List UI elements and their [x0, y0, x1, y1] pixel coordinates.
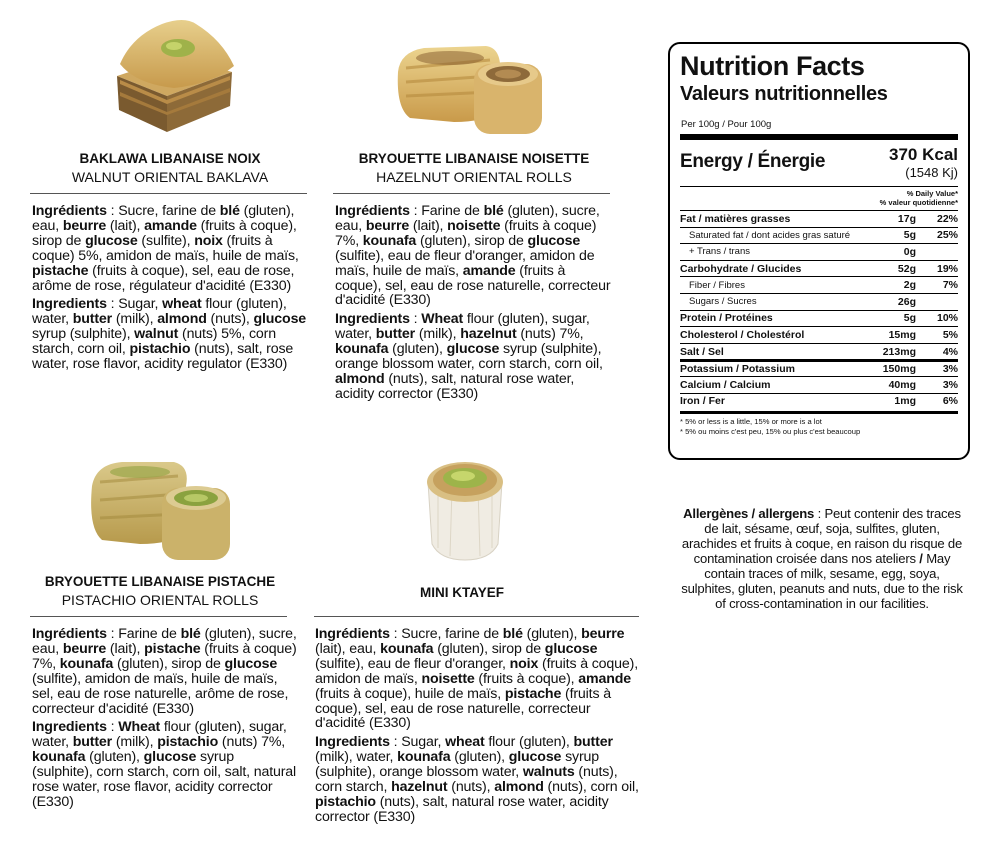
- ingredients-fr: [32, 627, 298, 716]
- allergen-highlight: pistache: [144, 640, 201, 657]
- ingredient-text: (nuts) 5%, corn starch, corn oil,: [32, 326, 276, 358]
- nutrient-daily-value: 4%: [942, 345, 958, 358]
- nutrient-row: [680, 260, 958, 277]
- ingredient-text: (nuts), corn starch,: [315, 764, 618, 796]
- ingredient-text: : Sugar,: [389, 734, 446, 751]
- nutrition-footnote: [680, 411, 958, 436]
- mini-ktayef-photo: [424, 452, 506, 564]
- nutrient-daily-value: 19%: [936, 262, 958, 275]
- allergen-highlight: Ingrédients: [32, 626, 107, 642]
- allergen-highlight: kounafa: [380, 640, 434, 657]
- ingredient-text: syrup (sulphite), orange blossom water, corn starch, corn oil,: [335, 341, 603, 373]
- nutrient-name: Protein / Protéines: [680, 312, 773, 325]
- nutrient-name: Carbohydrate / Glucides: [680, 262, 802, 275]
- product-2-name-fr: BRYOUETTE LIBANAISE NOISETTE: [358, 151, 590, 166]
- baklawa-walnut-photo: [112, 14, 242, 136]
- nutrient-name: Salt / Sel: [680, 345, 724, 358]
- ingredient-text: (lait), eau,: [315, 640, 381, 657]
- nutrient-name: Saturated fat / dont acides gras saturé: [689, 229, 851, 241]
- ingredient-text: (gluten),: [85, 749, 144, 766]
- allergen-highlight: amande: [462, 262, 516, 279]
- nutrient-daily-value: 3%: [942, 378, 958, 391]
- serving-size: Per 100g / Pour 100g: [681, 119, 772, 130]
- product-4-ingredients: [315, 627, 643, 829]
- allergen-highlight: glucose: [446, 341, 500, 358]
- allergen-statement: [676, 506, 968, 611]
- nutrient-rows: [680, 210, 958, 409]
- allergen-highlight: kounafa: [397, 749, 451, 766]
- nutrient-row: [680, 376, 958, 393]
- product-4-divider: [314, 616, 639, 617]
- allergen-highlight: pistachio: [315, 793, 376, 810]
- daily-value-fr: % valeur quotidienne*: [879, 198, 958, 207]
- ingredient-text: syrup (sulphite), orange blossom water,: [315, 749, 600, 781]
- ingredients-fr: [315, 627, 643, 731]
- product-3-name-en: PISTACHIO ORIENTAL ROLLS: [61, 592, 259, 608]
- allergen-highlight: wheat: [162, 296, 202, 313]
- allergen-highlight: beurre: [62, 217, 107, 234]
- ingredient-text: (sulfite),: [137, 232, 195, 249]
- ingredient-text: (fruits à coque), sel, eau de rose naturelle, correcteur d'acidité (E330): [335, 262, 611, 309]
- ingredient-text: (fruits à coque) 7%,: [32, 640, 297, 672]
- allergen-highlight: Ingrédients: [335, 203, 410, 219]
- nutrient-daily-value: 25%: [936, 229, 958, 242]
- nutrition-title: Nutrition Facts: [680, 51, 865, 81]
- pistachio-rolls-photo: [86, 456, 236, 564]
- allergen-highlight: glucose: [143, 749, 197, 766]
- energy-kcal: 370 Kcal: [889, 145, 958, 164]
- nutrient-row: [680, 310, 958, 327]
- ingredient-text: (fruits à coque), sirop de: [32, 217, 297, 249]
- allergen-highlight: blé: [219, 203, 240, 219]
- nutrient-amount: 1mg: [894, 395, 916, 408]
- ingredient-text: (nuts), corn oil,: [543, 779, 639, 796]
- allergen-highlight: kounafa: [32, 749, 86, 766]
- ingredients-fr: [335, 204, 611, 308]
- allergen-highlight: Wheat: [421, 311, 464, 328]
- ingredient-text: (fruits à coque), amidon de maïs,: [315, 655, 639, 687]
- allergen-highlight: kounafa: [59, 655, 114, 672]
- nutrient-row: [680, 293, 958, 310]
- allergen-highlight: noisette: [447, 217, 501, 234]
- ingredient-text: (gluten), sirop de: [433, 640, 545, 657]
- nutrient-row: [680, 210, 958, 227]
- allergen-highlight: glucose: [527, 232, 581, 249]
- nutrient-name: Cholesterol / Cholestérol: [680, 328, 805, 341]
- nutrient-amount: 213mg: [882, 345, 916, 358]
- allergen-highlight: glucose: [85, 232, 138, 249]
- ingredient-text: (gluten), eau,: [32, 203, 295, 234]
- nutrient-amount: 5g: [903, 229, 916, 242]
- ingredient-text: : Sugar,: [106, 296, 163, 313]
- product-2-divider: [333, 193, 610, 194]
- ingredient-text: (nuts) 7%,: [516, 326, 584, 343]
- allergen-highlight: pistachio: [157, 734, 219, 751]
- nutrient-amount: 2g: [903, 279, 916, 292]
- product-3-divider: [30, 616, 287, 617]
- hazelnut-rolls-photo: [394, 38, 548, 138]
- ingredient-text: (nuts), salt, natural rose water, acidity corrector (E330): [315, 793, 609, 825]
- allergen-highlight: blé: [483, 203, 504, 219]
- ingredient-text: (nuts),: [206, 311, 254, 328]
- energy-kj: (1548 Kj): [905, 165, 958, 180]
- ingredient-text: :: [409, 311, 422, 328]
- nutrient-amount: 17g: [897, 212, 916, 225]
- product-2-name: [330, 149, 618, 187]
- ingredient-text: flour (gluten), sugar, water,: [335, 311, 590, 343]
- ingredient-text: : Farine de: [409, 203, 484, 219]
- ingredient-text: (fruits à coque), sel, eau de rose naturelle, correcteur d'acidité (E330): [315, 685, 611, 732]
- nutrient-row: [680, 326, 958, 343]
- ingredient-text: (fruits à coque), sel, eau de rose, arôme de rose, régulateur d'acidité (E330): [32, 262, 295, 294]
- nutrient-amount: 52g: [897, 262, 916, 275]
- ingredient-text: (milk),: [415, 326, 461, 343]
- nutrient-name: Fat / matières grasses: [680, 212, 791, 225]
- allergen-highlight: Ingredients: [32, 296, 107, 313]
- allergen-highlight: pistache: [32, 262, 89, 279]
- allergen-highlight: wheat: [445, 734, 485, 751]
- allergen-highlight: Ingredients: [32, 719, 107, 736]
- nutrient-row: [680, 276, 958, 293]
- product-2-name-en: HAZELNUT ORIENTAL ROLLS: [376, 169, 572, 185]
- allergen-text-fr: : Peut contenir des traces de lait, sésame, œuf, soja, sulfites, gluten, arachides et fruits à coque, en raison du risque de contamination croisée dans nos ateliers: [681, 506, 963, 566]
- allergen-highlight: noisette: [421, 670, 475, 687]
- nutrient-daily-value: 10%: [936, 312, 958, 325]
- product-1-name-fr: BAKLAWA LIBANAISE NOIX: [79, 151, 261, 166]
- allergen-highlight: butter: [72, 734, 113, 751]
- ingredient-text: (gluten),: [522, 626, 582, 642]
- nutrition-facts-panel: [668, 42, 970, 460]
- ingredients-en: [32, 720, 298, 809]
- ingredient-text: (nuts),: [447, 779, 495, 796]
- ingredients-en: [32, 297, 308, 372]
- allergen-highlight: amande: [578, 670, 631, 687]
- nutrient-amount: 40mg: [888, 378, 916, 391]
- allergen-highlight: Ingredients: [315, 734, 390, 751]
- ingredient-text: (fruits à coque),: [474, 670, 579, 687]
- nutrition-subtitle: Valeurs nutritionnelles: [680, 83, 888, 105]
- ingredient-text: (fruits à coque) 7%,: [335, 217, 597, 249]
- allergen-label: Allergènes / allergens: [683, 506, 815, 521]
- ingredients-en: [315, 735, 643, 824]
- footnote-en: * 5% or less is a little, 15% or more is a lot: [680, 417, 822, 427]
- ingredient-text: (gluten),: [388, 341, 447, 358]
- nutrient-name: Sugars / Sucres: [689, 296, 757, 308]
- ingredient-text: (fruits à coque), huile de maïs,: [315, 685, 505, 702]
- ingredient-text: (gluten), sucre, eau,: [335, 203, 600, 234]
- product-1-name-en: WALNUT ORIENTAL BAKLAVA: [71, 169, 269, 185]
- energy-label: Energy / Énergie: [680, 151, 826, 172]
- product-4-name: [322, 583, 602, 602]
- allergen-text-en: May contain traces of milk, sesame, egg, soya, sulphites, gluten, peanuts and nuts, due to the risk of cross-contamination in our facilities.: [681, 551, 963, 611]
- nutrient-row: [680, 243, 958, 260]
- nutrient-name: Calcium / Calcium: [680, 378, 771, 391]
- energy-value: [889, 145, 958, 180]
- allergen-highlight: Ingrédients: [32, 203, 107, 219]
- allergen-highlight: Ingrédients: [315, 626, 390, 642]
- daily-value-en: % Daily Value*: [906, 189, 958, 198]
- allergen-highlight: almond: [335, 370, 385, 387]
- nutrient-daily-value: 6%: [942, 395, 958, 408]
- daily-value-header: [680, 186, 958, 210]
- allergen-highlight: Ingredients: [335, 311, 410, 328]
- allergen-highlight: blé: [180, 626, 201, 642]
- allergen-separator: /: [915, 551, 927, 566]
- nutrient-amount: 5g: [903, 312, 916, 325]
- ingredient-text: syrup (sulphite),: [32, 326, 135, 343]
- nutrient-daily-value: 5%: [942, 328, 958, 341]
- allergen-highlight: glucose: [224, 655, 278, 672]
- product-3-name-fr: BRYOUETTE LIBANAISE PISTACHE: [44, 574, 276, 589]
- allergen-highlight: butter: [573, 734, 613, 751]
- product-2-ingredients: [335, 204, 611, 406]
- allergen-highlight: beurre: [365, 217, 410, 234]
- ingredient-text: (nuts) 7%,: [218, 734, 286, 751]
- ingredient-text: syrup (sulphite), corn starch, corn oil, salt, natural rose water, rose flavor, acidity corrector (E330): [32, 749, 297, 810]
- allergen-highlight: beurre: [62, 640, 107, 657]
- ingredient-text: (nuts), salt, rose water, rose flavor, acidity regulator (E330): [32, 341, 294, 373]
- nutrient-amount: 26g: [897, 295, 916, 308]
- energy-row: [680, 140, 958, 186]
- product-3-ingredients: [32, 627, 298, 814]
- allergen-highlight: glucose: [253, 311, 307, 328]
- nutrient-row: [680, 227, 958, 244]
- allergen-highlight: butter: [72, 311, 113, 328]
- ingredients-fr: [32, 204, 308, 293]
- ingredient-text: (gluten), sirop de: [113, 655, 225, 672]
- nutrient-name: Iron / Fer: [680, 395, 725, 408]
- ingredient-text: (lait),: [106, 640, 145, 657]
- ingredient-text: (sulfite), eau de fleur d'oranger,: [315, 655, 510, 672]
- allergen-highlight: walnut: [134, 326, 179, 343]
- ingredient-text: (milk), water,: [315, 749, 398, 766]
- product-1-divider: [30, 193, 307, 194]
- ingredient-text: (fruits à coque) 5%, amidon de maïs, huile de maïs,: [32, 232, 299, 264]
- ingredient-text: (milk),: [112, 311, 158, 328]
- footnote-fr: * 5% ou moins c'est peu, 15% ou plus c'est beaucoup: [680, 426, 861, 436]
- ingredient-text: : Farine de: [106, 626, 181, 642]
- ingredient-text: flour (gluten), sugar, water,: [32, 719, 287, 751]
- ingredient-text: :: [106, 719, 119, 736]
- ingredient-text: (lait),: [409, 217, 448, 234]
- nutrient-daily-value: 22%: [936, 212, 958, 225]
- allergen-highlight: pistachio: [129, 341, 191, 358]
- ingredient-text: flour (gluten),: [484, 734, 574, 751]
- product-1-name: [30, 149, 310, 187]
- nutrient-amount: 150mg: [882, 363, 916, 376]
- allergen-highlight: almond: [494, 779, 544, 796]
- nutrient-row: [680, 359, 958, 376]
- ingredient-text: flour (gluten), water,: [32, 296, 287, 328]
- nutrient-amount: 15mg: [888, 328, 916, 341]
- allergen-highlight: butter: [375, 326, 416, 343]
- allergen-highlight: pistache: [504, 685, 562, 702]
- allergen-highlight: amande: [144, 217, 197, 234]
- ingredient-text: (gluten), sirop de: [416, 232, 528, 249]
- allergen-highlight: walnuts: [522, 764, 575, 781]
- product-4-name-fr: MINI KTAYEF: [419, 585, 504, 600]
- allergen-highlight: kounafa: [362, 232, 417, 249]
- ingredient-text: (sulfite), amidon de maïs, huile de maïs, sel, eau de rose naturelle, arôme de rose, correcteur d'acidité (E330): [32, 670, 289, 717]
- nutrient-name: Fiber / Fibres: [689, 279, 745, 291]
- nutrient-name: Potassium / Potassium: [680, 363, 795, 376]
- product-1-ingredients: [32, 204, 308, 376]
- nutrient-daily-value: 3%: [942, 363, 958, 376]
- nutrient-name: + Trans / trans: [689, 246, 750, 258]
- ingredient-text: (milk),: [112, 734, 158, 751]
- allergen-highlight: beurre: [581, 626, 625, 642]
- allergen-highlight: Wheat: [118, 719, 161, 736]
- ingredient-text: (gluten),: [450, 749, 509, 766]
- allergen-highlight: noix: [194, 232, 223, 249]
- nutrient-daily-value: 7%: [942, 279, 958, 292]
- ingredient-text: (nuts), salt, natural rose water, acidity corrector (E330): [335, 370, 575, 402]
- nutrient-amount: 0g: [903, 245, 916, 258]
- allergen-highlight: noix: [509, 655, 539, 672]
- allergen-highlight: glucose: [508, 749, 562, 766]
- ingredient-text: (gluten), sucre, eau,: [32, 626, 297, 657]
- allergen-highlight: glucose: [544, 640, 598, 657]
- allergen-highlight: blé: [502, 626, 523, 642]
- ingredient-text: (sulfite), eau de fleur d'oranger, amidon de maïs, huile de maïs,: [335, 247, 595, 279]
- nutrient-row: [680, 393, 958, 410]
- allergen-highlight: hazelnut: [460, 326, 517, 343]
- nutrient-row: [680, 343, 958, 360]
- ingredient-text: : Sucre, farine de: [106, 203, 220, 219]
- product-3-name: [20, 572, 300, 610]
- ingredient-text: : Sucre, farine de: [389, 626, 503, 642]
- ingredient-text: (lait),: [106, 217, 145, 234]
- ingredients-en: [335, 312, 611, 401]
- allergen-highlight: kounafa: [335, 341, 389, 358]
- allergen-highlight: almond: [157, 311, 207, 328]
- allergen-highlight: hazelnut: [391, 779, 448, 796]
